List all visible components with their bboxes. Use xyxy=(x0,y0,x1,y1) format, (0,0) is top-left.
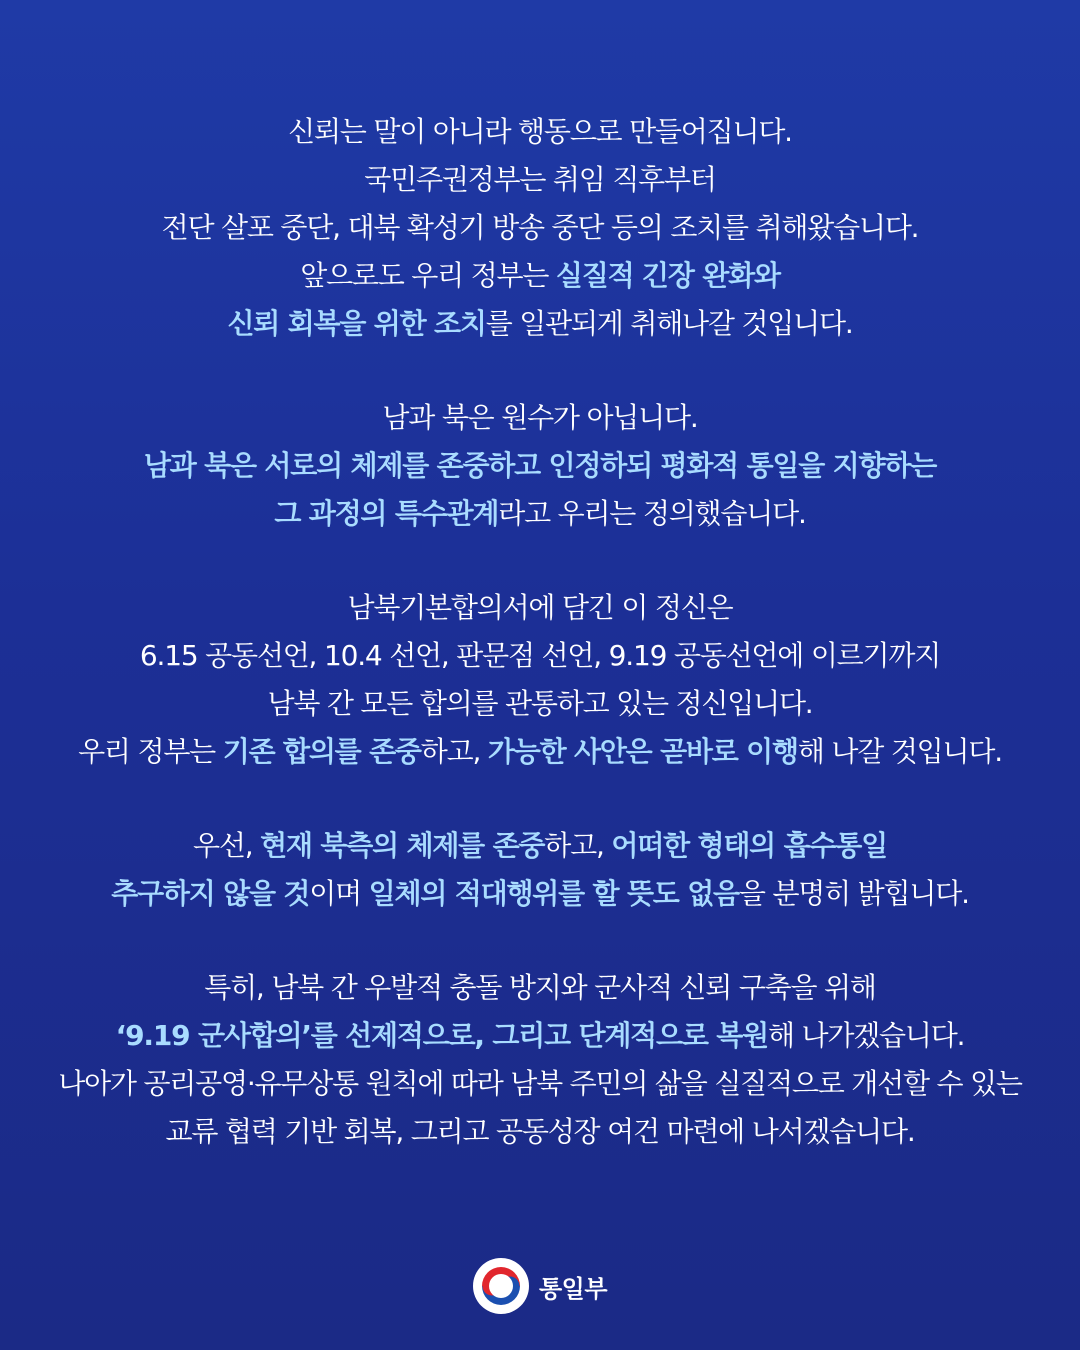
text-line xyxy=(0,1012,1080,1060)
highlighted-text: 일체의 적대행위를 할 뜻도 없음 xyxy=(368,877,739,910)
body-text: 6.15 공동선언, 10.4 선언, 판문점 선언, 9.19 공동선언에 이르기까지 xyxy=(139,639,941,672)
body-text: 해 나갈 것입니다. xyxy=(797,735,1002,768)
text-line xyxy=(0,1060,1080,1108)
text-line xyxy=(0,584,1080,632)
text-line xyxy=(0,204,1080,252)
text-line xyxy=(0,490,1080,538)
body-text: 전단 살포 중단, 대북 확성기 방송 중단 등의 조치를 취해왔습니다. xyxy=(161,211,919,244)
text-line xyxy=(0,870,1080,918)
text-line xyxy=(0,822,1080,870)
text-line xyxy=(0,252,1080,300)
text-line xyxy=(0,680,1080,728)
body-text: 이며 xyxy=(309,877,369,910)
paragraph xyxy=(0,964,1080,1156)
body-text: 하고, xyxy=(544,829,612,862)
body-text: 남북기본합의서에 담긴 이 정신은 xyxy=(347,591,733,624)
text-line xyxy=(0,964,1080,1012)
highlighted-text: 추구하지 않을 것 xyxy=(111,877,310,910)
highlighted-text: 그 과정의 특수관계 xyxy=(274,497,499,530)
body-text: 우선, xyxy=(193,829,261,862)
highlighted-text: 가능한 사안은 곧바로 이행 xyxy=(487,735,798,768)
body-text: 우리 정부는 xyxy=(78,735,223,768)
highlighted-text: 기존 합의를 존중 xyxy=(222,735,421,768)
text-line xyxy=(0,442,1080,490)
paragraph xyxy=(0,822,1080,918)
body-text: 교류 협력 기반 회복, 그리고 공동성장 여건 마련에 나서겠습니다. xyxy=(165,1115,915,1148)
footer xyxy=(0,1258,1080,1314)
statement-content xyxy=(0,108,1080,1202)
body-text: 앞으로도 우리 정부는 xyxy=(300,259,556,292)
body-text: 나아가 공리공영·유무상통 원칙에 따라 남북 주민의 삶을 실질적으로 개선할 수 있는 xyxy=(58,1067,1022,1100)
highlighted-text: 현재 북측의 체제를 존중 xyxy=(260,829,545,862)
text-line xyxy=(0,632,1080,680)
org-name: 통일부 xyxy=(538,1274,608,1303)
highlighted-text: 어떠한 형태의 흡수통일 xyxy=(611,829,887,862)
body-text: 라고 우리는 정의했습니다. xyxy=(498,497,806,530)
text-line xyxy=(0,156,1080,204)
text-line xyxy=(0,300,1080,348)
body-text: 해 나가겠습니다. xyxy=(767,1019,965,1052)
paragraph xyxy=(0,394,1080,538)
highlighted-text: 실질적 긴장 완화와 xyxy=(555,259,780,292)
body-text: 남북 간 모든 합의를 관통하고 있는 정신입니다. xyxy=(267,687,813,720)
body-text: 남과 북은 원수가 아닙니다. xyxy=(382,401,698,434)
body-text: 을 분명히 밝힙니다. xyxy=(738,877,969,910)
paragraph xyxy=(0,584,1080,776)
body-text: 신뢰는 말이 아니라 행동으로 만들어집니다. xyxy=(288,115,792,148)
paragraph xyxy=(0,108,1080,348)
text-line xyxy=(0,1108,1080,1156)
highlighted-text: 남과 북은 서로의 체제를 존중하고 인정하되 평화적 통일을 지향하는 xyxy=(143,449,937,482)
taegeuk-emblem-icon xyxy=(473,1258,529,1314)
text-line xyxy=(0,728,1080,776)
highlighted-text: 신뢰 회복을 위한 조치 xyxy=(227,307,486,340)
text-line xyxy=(0,394,1080,442)
body-text: 국민주권정부는 취임 직후부터 xyxy=(364,163,716,196)
body-text: 특히, 남북 간 우발적 충돌 방지와 군사적 신뢰 구축을 위해 xyxy=(204,971,876,1004)
text-line xyxy=(0,108,1080,156)
highlighted-text: ‘9.19 군사합의’를 선제적으로, 그리고 단계적으로 복원 xyxy=(115,1019,768,1052)
body-text: 를 일관되게 취해나갈 것입니다. xyxy=(485,307,853,340)
body-text: 하고, xyxy=(420,735,488,768)
